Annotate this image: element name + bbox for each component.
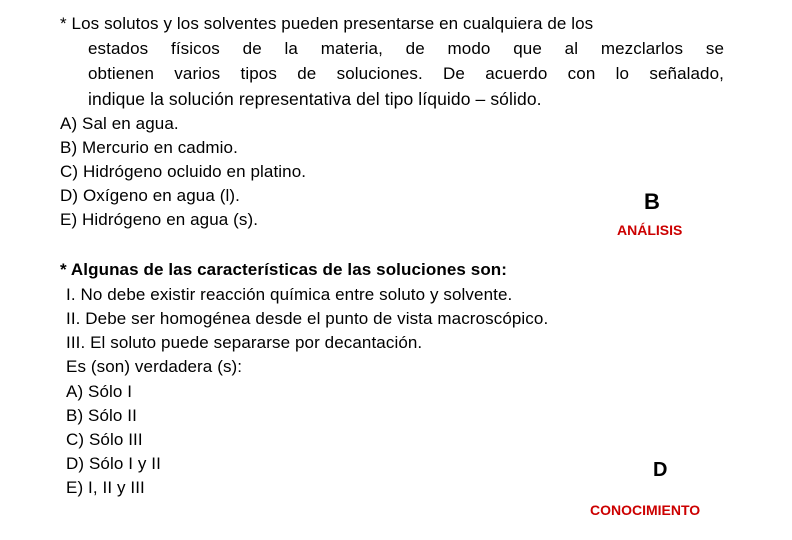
q1-option-b: B) Mercurio en cadmio.: [60, 138, 238, 157]
q2-stem: * Algunas de las características de las soluciones son:: [60, 260, 508, 279]
q2-statement-1: I. No debe existir reacción química entre soluto y solvente.: [66, 285, 513, 304]
q2-category: CONOCIMIENTO: [590, 502, 701, 518]
q1-stem-line-1: * Los solutos y los solventes pueden presentarse en cualquiera de los: [60, 14, 594, 33]
q1-stem-line-4: indique la solución representativa del tipo líquido – sólido.: [88, 89, 542, 109]
q2-option-d: D) Sólo I y II: [66, 454, 161, 473]
q2-statement-3: III. El soluto puede separarse por decantación.: [66, 333, 423, 352]
q1-answer: B: [644, 189, 660, 214]
q1-option-e: E) Hidrógeno en agua (s).: [60, 210, 259, 229]
q2-option-b: B) Sólo II: [66, 406, 137, 425]
q2-option-e: E) I, II y III: [66, 478, 145, 497]
q2-option-a: A) Sólo I: [66, 382, 133, 401]
q1-option-d: D) Oxígeno en agua (l).: [60, 186, 240, 205]
q2-statement-2: II. Debe ser homogénea desde el punto de vista macroscópico.: [66, 309, 549, 328]
q1-option-c: C) Hidrógeno ocluido en platino.: [60, 162, 307, 181]
q1-stem-line-3: obtienen varios tipos de soluciones. De acuerdo con lo señalado,: [88, 64, 724, 83]
q1-option-a: A) Sal en agua.: [60, 114, 179, 133]
q2-answer: D: [653, 459, 668, 481]
q1-category: ANÁLISIS: [617, 222, 683, 238]
q2-prompt: Es (son) verdadera (s):: [66, 357, 243, 376]
q2-option-c: C) Sólo III: [66, 430, 143, 449]
q1-stem-line-2: estados físicos de la materia, de modo que al mezclarlos se: [88, 39, 724, 58]
